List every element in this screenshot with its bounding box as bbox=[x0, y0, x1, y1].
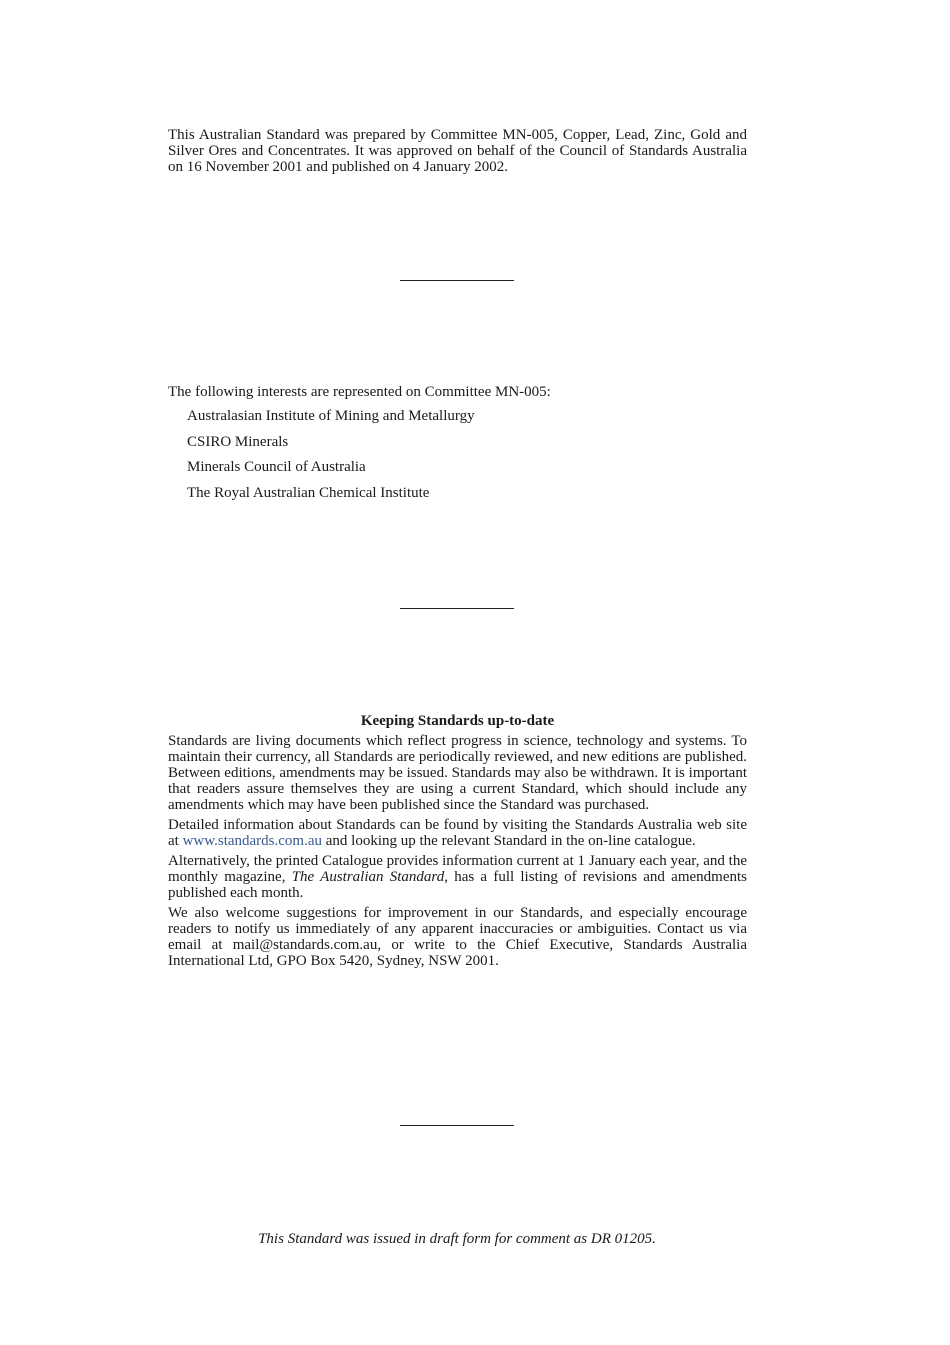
standards-website-link[interactable]: www.standards.com.au bbox=[182, 833, 322, 849]
keeping-up-to-date-section bbox=[168, 713, 747, 973]
paragraph-text: Detailed information about Standards can be found by visiting the Standards Australia web site at bbox=[168, 817, 747, 849]
publication-title: The Australian Standard bbox=[291, 869, 445, 885]
paragraph: We also welcome suggestions for improvement in our Standards, and especially encourage readers to notify us immediately of any apparent inaccuracies or ambiguities. Contact us via email at mail@standards.com.au, or write to the Chief Executive, Standards Australia International Ltd, GPO Box 5420, Sydney, NSW 2001. bbox=[168, 905, 747, 969]
committee-interests bbox=[168, 384, 747, 510]
draft-note: This Standard was issued in draft form for comment as DR 01205. bbox=[258, 1231, 656, 1247]
paragraph bbox=[168, 853, 747, 901]
section-divider bbox=[400, 608, 514, 609]
committee-intro: The following interests are represented on Committee MN-005: bbox=[168, 384, 551, 400]
preparation-statement bbox=[168, 127, 747, 175]
paragraph: Standards are living documents which reflect progress in science, technology and systems. To maintain their currency, all Standards are periodically reviewed, and new editions are published. Between editions, amendments may be issued. Standards may also be withdrawn. It is important that readers assure themselves they are using a current Standard, which should include any amendments which may have been published since the Standard was purchased. bbox=[168, 733, 747, 813]
paragraph-text: , has a full listing of revisions and amendments published each month. bbox=[168, 869, 747, 901]
paragraph-text: Alternatively, the printed Catalogue provides information current at 1 January each year, and the monthly magazine, bbox=[168, 853, 747, 885]
interest-item: The Royal Australian Chemical Institute bbox=[187, 484, 430, 501]
preparation-text: This Australian Standard was prepared by Committee MN-005, Copper, Lead, Zinc, Gold and Silver Ores and Concentrates. It was approved on behalf of the Council of Standards Australia on 16 November 2001 and published on 4 January 2002. bbox=[168, 127, 747, 175]
paragraph bbox=[168, 817, 747, 849]
interest-item: CSIRO Minerals bbox=[187, 433, 289, 450]
interest-item: Australasian Institute of Mining and Metallurgy bbox=[187, 408, 475, 424]
interest-item: Minerals Council of Australia bbox=[187, 459, 366, 475]
interest-list bbox=[168, 408, 747, 510]
section-divider bbox=[400, 280, 514, 281]
paragraph-text: and looking up the relevant Standard in the on-line catalogue. bbox=[322, 833, 696, 849]
section-heading: Keeping Standards up-to-date bbox=[360, 713, 555, 729]
section-divider bbox=[400, 1125, 514, 1126]
